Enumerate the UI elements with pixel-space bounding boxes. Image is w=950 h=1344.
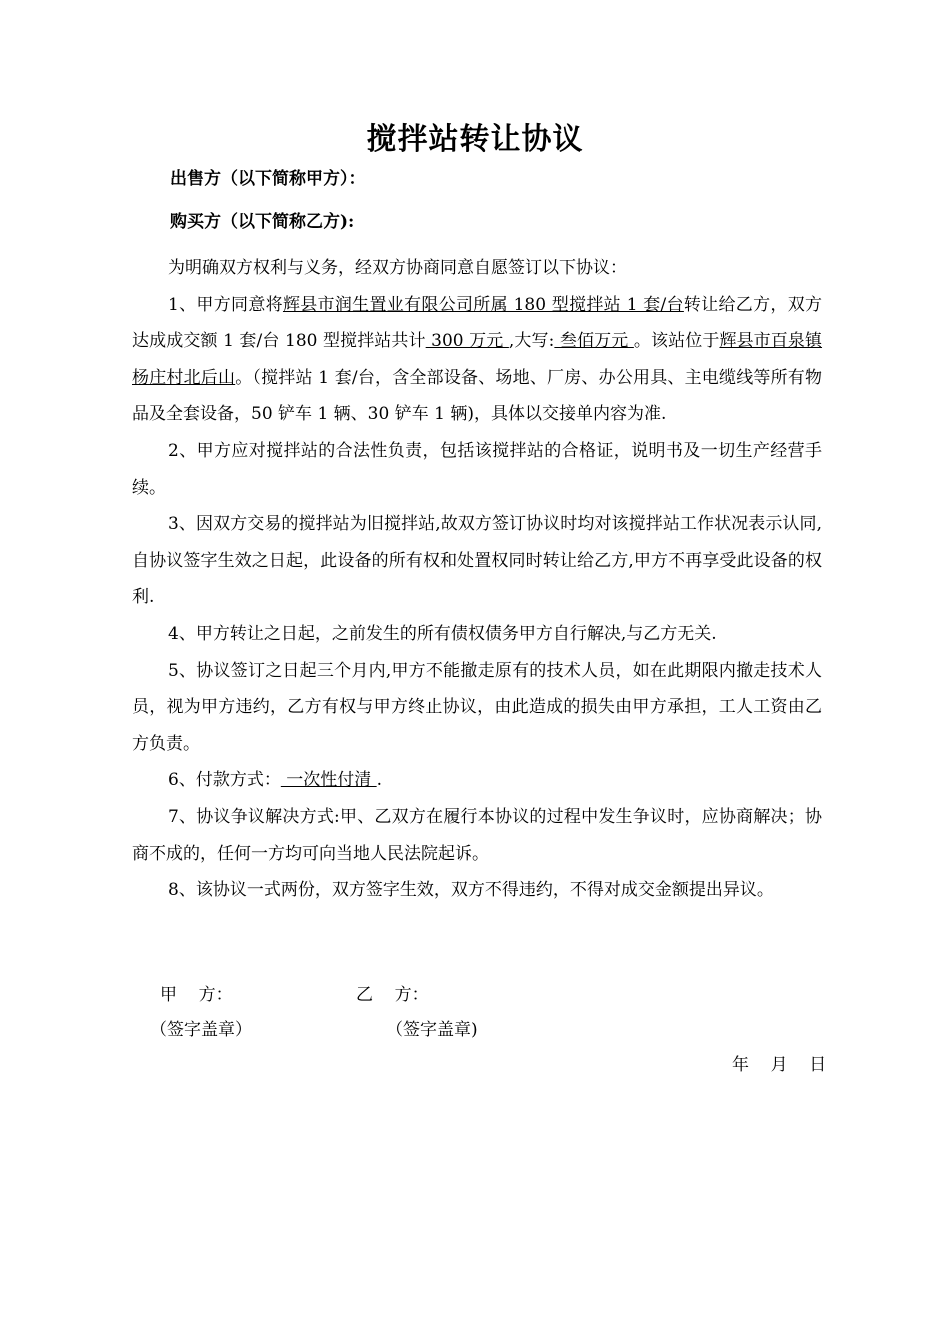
station-location: 辉县市百泉镇杨庄村北后山: [132, 331, 823, 388]
station-owner: 辉县市润生置业有限公司所属 180 型搅拌站 1 套/台: [282, 294, 684, 315]
clause-5: 5、协议签订之日起三个月内,甲方不能撤走原有的技术人员，如在此期限内撤走技术人员，视为甲方违约，乙方有权与甲方终止协议，由此造成的损失由甲方承担，工人工资由乙方负责。: [132, 660, 822, 754]
clause-1-text: 。（搅拌站 1 套/台，含全部设备、场地、厂房、办公用具、主电缆线等所有物品及全套设备，50 铲车 1 辆、30 铲车 1 辆)，具体以交接单内容为准.: [132, 367, 823, 425]
seller-line: 出售方（以下简称甲方）：: [170, 169, 366, 189]
price-amount: 300 万元: [425, 331, 509, 352]
clause-8: 8、该协议一式两份，双方签字生效，双方不得违约，不得对成交金额提出异议。: [168, 880, 774, 901]
clause-7: 7、协议争议解决方式:甲、乙双方在履行本协议的过程中发生争议时，应协商解决；协商不成的，任何一方均可向当地人民法院起诉。: [132, 806, 822, 864]
clause-1-text: 。该站位于: [633, 331, 720, 352]
clause-2: 2、甲方应对搅拌站的合法性负责，包括该搅拌站的合格证，说明书及一切生产经营手续。: [132, 440, 822, 498]
document-title: 搅拌站转让协议: [366, 122, 584, 157]
party-b-seal: （签字盖章): [386, 1020, 478, 1040]
party-a-seal: （签字盖章）: [150, 1020, 252, 1040]
buyer-line: 购买方（以下简称乙方):: [170, 212, 355, 232]
clause-6: [132, 762, 822, 799]
clause-3: 3、因双方交易的搅拌站为旧搅拌站,故双方签订协议时均对该搅拌站工作状况表示认同,自协议签字生效之日起，此设备的所有权和处置权同时转让给乙方,甲方不再享受此设备的权利.: [132, 514, 822, 608]
agreement-body: [132, 250, 822, 909]
party-b-label: 乙 方：: [356, 985, 429, 1005]
clause-6-text: 6、付款方式：: [168, 770, 281, 791]
signing-date: 年 月 日: [732, 1055, 827, 1075]
clause-1-text: 1、甲方同意将: [168, 294, 283, 315]
clause-1-text: ,大写:: [508, 331, 555, 352]
party-a-label: 甲 方：: [160, 985, 233, 1005]
clause-1-text: 转让给乙方，双方达成成交额 1 套/台 180 型搅拌站共计: [132, 294, 823, 352]
clause-4: 4、甲方转让之日起，之前发生的所有债权债务甲方自行解决,与乙方无关.: [168, 623, 717, 644]
intro-paragraph: 为明确双方权利与义务，经双方协商同意自愿签订以下协议：: [168, 258, 627, 278]
price-in-words: 叁佰万元: [554, 331, 634, 352]
clause-6-text: .: [376, 770, 383, 791]
clause-1: [132, 287, 822, 433]
payment-method: 一次性付清: [280, 770, 377, 791]
